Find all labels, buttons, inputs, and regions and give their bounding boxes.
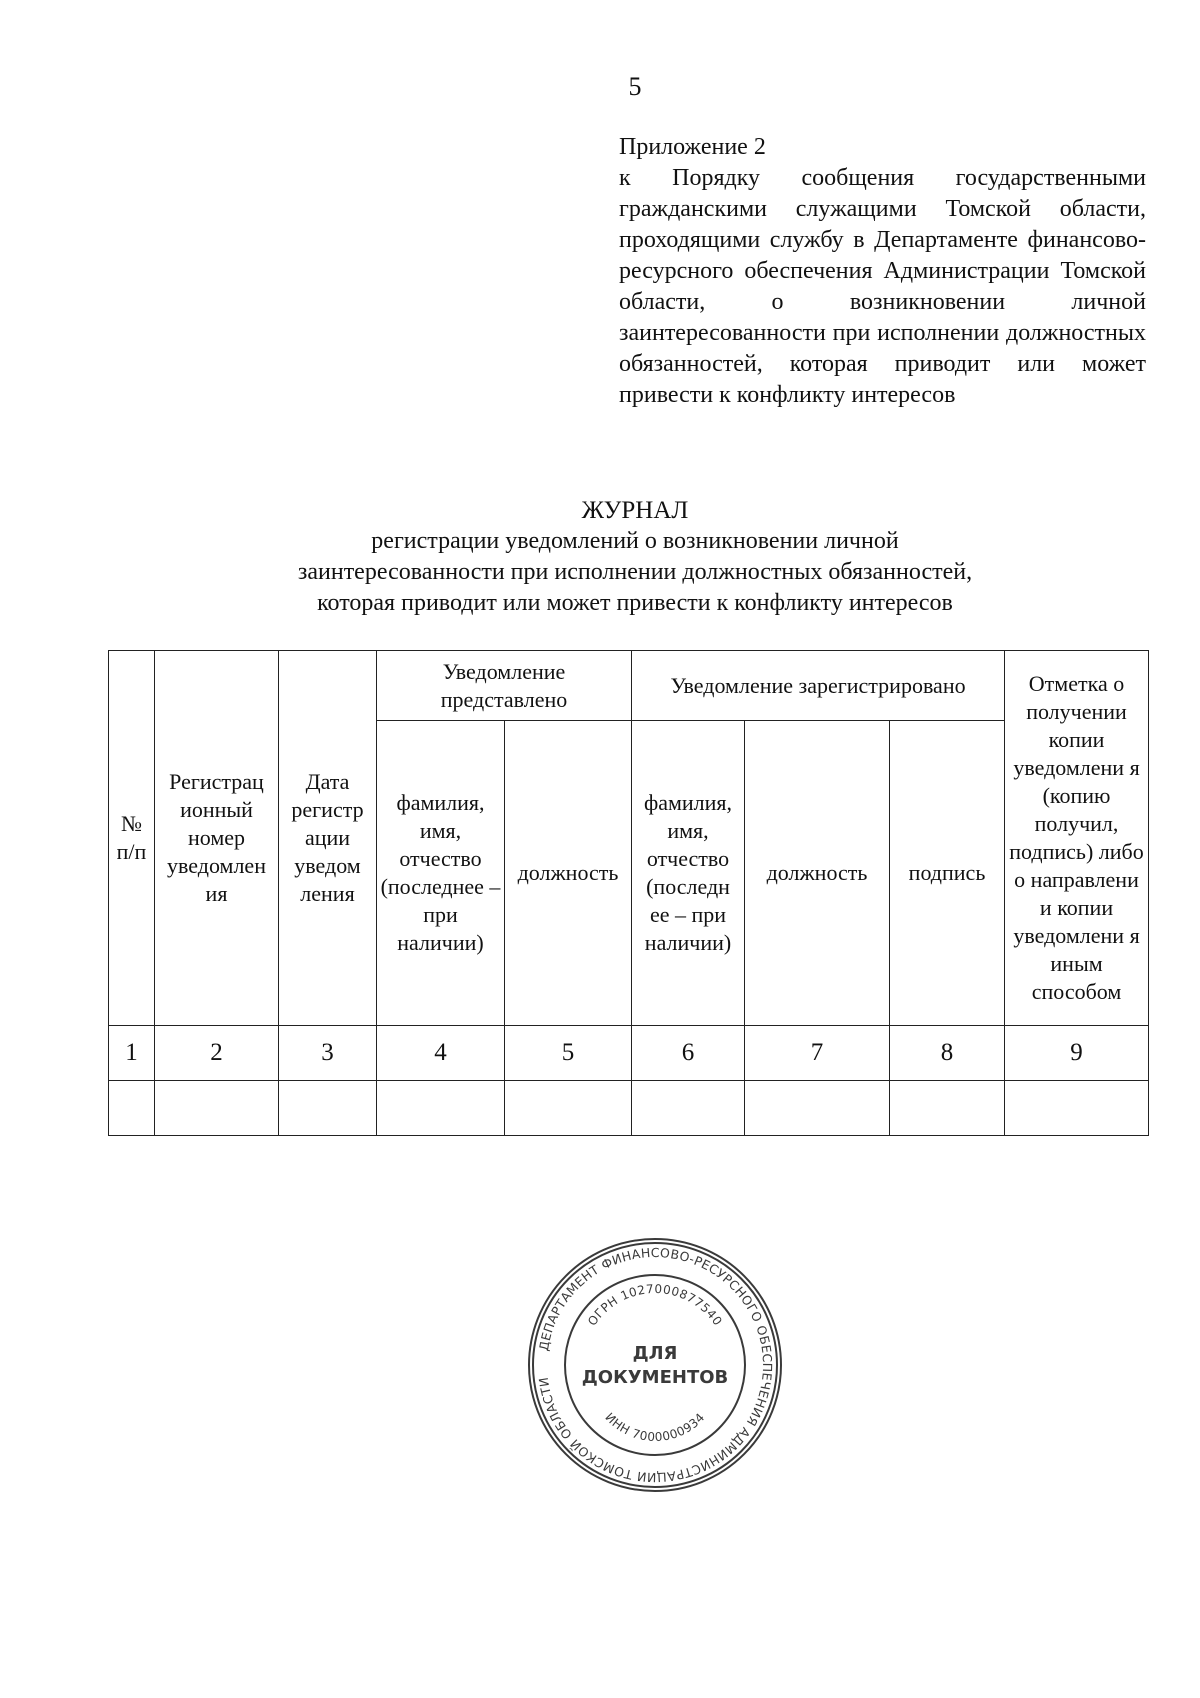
stamp-center-line1: ДЛЯ [632, 1343, 678, 1364]
journal-subtitle-line: заинтересованности при исполнении должностных обязанностей, [297, 559, 973, 585]
stamp-inner-circle [565, 1275, 745, 1455]
stamp-center-line2: ДОКУМЕНТОВ [581, 1367, 729, 1388]
journal-subtitle-line: регистрации уведомлений о возникновении личной [371, 528, 899, 554]
header-cell-reg-number: Регистрац ионный номер уведомлен ия [155, 651, 279, 1026]
table-cell [279, 1081, 377, 1136]
appendix-block [619, 132, 1146, 411]
header-cell-copy-mark: Отметка о получении копии уведомлени я (копию получил, подпись) либо о направлени и копии уведомлени я иным способом [1005, 651, 1149, 1026]
column-number: 6 [632, 1026, 745, 1081]
stamp-ogrn: ОГРН 1027000877540 [584, 1281, 726, 1329]
stamp-outer-circle-inner [533, 1243, 777, 1487]
header-cell-submitter-position: должность [505, 721, 632, 1026]
stamp-ring-text: ДЕПАРТАМЕНТ ФИНАНСОВО-РЕСУРСНОГО ОБЕСПЕЧЕНИЯ АДМИНИСТРАЦИИ ТОМСКОЙ ОБЛАСТИ [535, 1244, 776, 1486]
header-cell-registrar-signature: подпись [890, 721, 1005, 1026]
header-cell-submitter-name: фамилия, имя, отчество (последнее – при наличии) [377, 721, 505, 1026]
header-cell-registrar-position: должность [745, 721, 890, 1026]
table-cell [890, 1081, 1005, 1136]
stamp-inn: ИНН 7000000934 [602, 1410, 708, 1445]
stamp-outer-circle [529, 1239, 781, 1491]
column-number: 1 [109, 1026, 155, 1081]
journal-table [108, 650, 1149, 1136]
column-number: 3 [279, 1026, 377, 1081]
table-cell [745, 1081, 890, 1136]
header-group-submitted: Уведомление представлено [377, 651, 632, 721]
appendix-title: Приложение 2 [619, 134, 766, 160]
column-number: 5 [505, 1026, 632, 1081]
official-stamp [525, 1235, 785, 1495]
appendix-body: к Порядку сообщения государственными гражданскими служащими Томской области, проходящими службу в Департаменте финансово-ресурсного обеспечения Администрации Томской области, о возникновении личной заинтересованности при исполнении должностных обязанностей, которая приводит или может привести к конфликту интересов [619, 165, 1146, 408]
column-number: 7 [745, 1026, 890, 1081]
header-cell-reg-date: Дата регистр ации уведом ления [279, 651, 377, 1026]
journal-heading [100, 495, 1170, 619]
table-number-row [109, 1026, 1149, 1081]
column-number: 2 [155, 1026, 279, 1081]
table-cell [505, 1081, 632, 1136]
table-cell [109, 1081, 155, 1136]
journal-title: ЖУРНАЛ [581, 497, 689, 524]
header-cell-registrar-name: фамилия, имя, отчество (последн ее – при наличии) [632, 721, 745, 1026]
column-number: 8 [890, 1026, 1005, 1081]
header-cell-number: № п/п [109, 651, 155, 1026]
table-cell [377, 1081, 505, 1136]
page-number: 5 [628, 72, 642, 101]
table-header-row [109, 651, 1149, 721]
table-cell [155, 1081, 279, 1136]
table-row [109, 1081, 1149, 1136]
column-number: 9 [1005, 1026, 1149, 1081]
journal-subtitle-line: которая приводит или может привести к конфликту интересов [317, 590, 953, 616]
table-cell [632, 1081, 745, 1136]
header-group-registered: Уведомление зарегистрировано [632, 651, 1005, 721]
table-cell [1005, 1081, 1149, 1136]
column-number: 4 [377, 1026, 505, 1081]
